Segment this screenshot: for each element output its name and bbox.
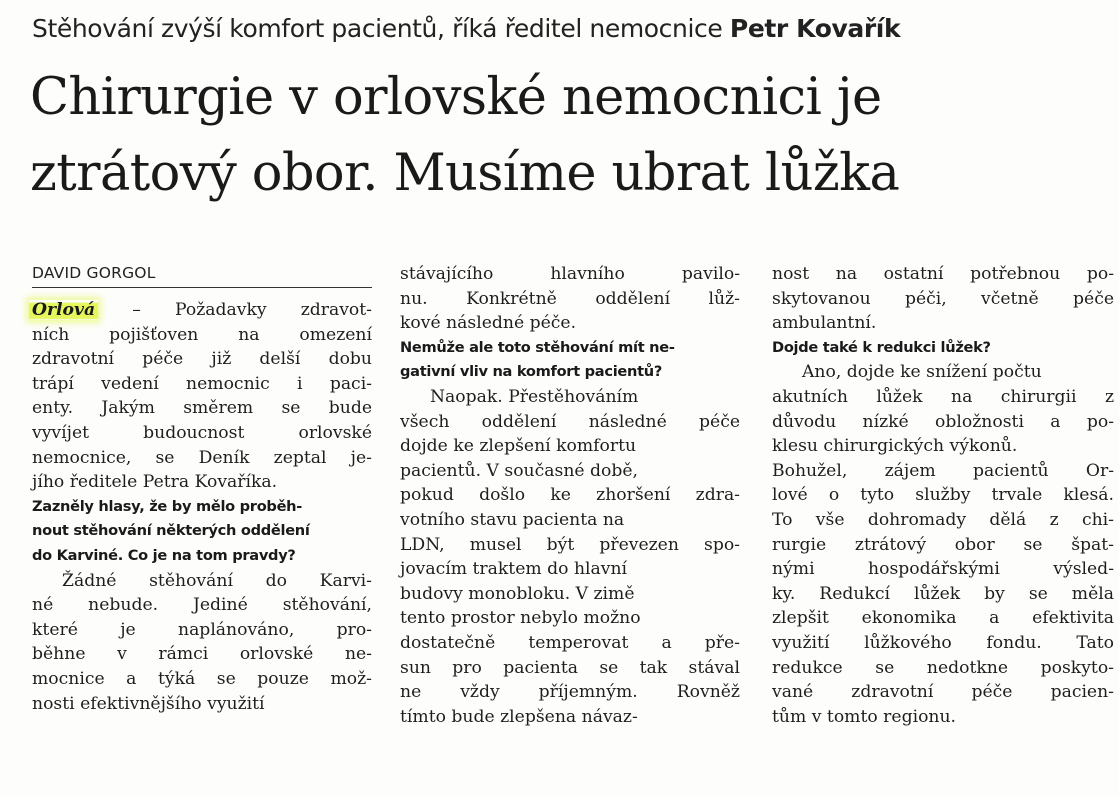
answer-line: nosti efektivnějšího využití [32, 693, 265, 714]
question-line: gativní vliv na komfort pacientů? [400, 363, 663, 381]
article-headline [30, 60, 1115, 212]
answer-line: důvodu nízké obložnosti a po- [772, 411, 1114, 432]
answer-line: sun pro pacienta se tak stával [400, 657, 740, 678]
answer-line: ne vždy příjemným. Rovněž [400, 682, 740, 703]
article-column-2 [400, 262, 740, 729]
answer-line: všech oddělení následné péče [400, 411, 740, 432]
answer-line: Naopak. Přestěhováním [430, 386, 639, 407]
article-column-3 [772, 262, 1114, 729]
answer-line: pokud došlo ke zhoršení zdra- [400, 485, 740, 506]
question-line: Dojde také k redukci lůžek? [772, 338, 991, 356]
answer-line: které je naplánováno, pro- [32, 619, 372, 640]
answer-line: vané zdravotní péče pacien- [772, 682, 1114, 703]
answer-line: dostatečně temperovat a pře- [400, 632, 740, 653]
headline-line-1: Chirurgie v orlovské nemocnici je [30, 68, 882, 127]
answer-line: budovy monobloku. V zimě [400, 583, 635, 604]
headline-line-2: ztrátový obor. Musíme ubrat lůžka [30, 144, 900, 203]
text-line: vyvíjet budoucnost orlovské [32, 422, 372, 443]
text-line: trápí vedení nemocnic i paci- [32, 373, 372, 394]
answer-line: běhne v rámci orlovské ne- [32, 644, 372, 665]
answer-line: Ano, dojde ke snížení počtu [802, 362, 1042, 383]
text-line: skytovanou péči, včetně péče [772, 288, 1114, 309]
answer-line: nými hospodářskými výsled- [772, 559, 1114, 580]
question-line: do Karviné. Co je na tom pravdy? [32, 546, 296, 564]
lead-first-text: – Požadavky zdravot- [98, 300, 372, 320]
text-line: jího ředitele Petra Kovaříka. [32, 472, 278, 493]
answer-line: pacientů. V současné době, [400, 460, 639, 481]
lead-line [32, 298, 372, 323]
question-line: Nemůže ale toto stěhování mít ne- [400, 338, 675, 356]
answer-line: jovacím traktem do hlavní [400, 559, 628, 580]
answer-line: To vše dohromady dělá z chi- [772, 509, 1114, 530]
text-line: nost na ostatní potřebnou po- [772, 264, 1114, 284]
answer-line: rurgie ztrátový obor se špat- [772, 534, 1114, 555]
article-column-1 [32, 262, 372, 716]
answer-line: tímto bude zlepšena návaz- [400, 706, 638, 727]
answer-line: zlepšit ekonomika a efektivita [772, 608, 1114, 629]
question-line: nout stěhování některých oddělení [32, 522, 310, 540]
answer-line: mocnice a týká se pouze mož- [32, 668, 372, 689]
text-line: ních pojišťoven na omezení [32, 324, 372, 345]
answer-line: votního stavu pacienta na [400, 509, 625, 530]
article-kicker [32, 14, 900, 43]
answer-line: Žádné stěhování do Karvi- [62, 570, 372, 591]
answer-line: ky. Redukcí lůžek by se měla [772, 583, 1114, 604]
dateline-place: Orlová [29, 300, 98, 320]
kicker-text: Stěhování zvýší komfort pacientů, říká ředitel nemocnice [32, 14, 723, 43]
kicker-name: Petr Kovařík [729, 14, 901, 43]
answer-line: redukce se nedotkne poskyto- [772, 657, 1114, 678]
byline: DAVID GORGOL [32, 262, 372, 288]
text-line: kové následné péče. [400, 313, 577, 334]
answer-line: využití lůžkového fondu. Tato [772, 632, 1114, 653]
answer-line: né nebude. Jediné stěhování, [32, 595, 372, 616]
answer-line: LDN, musel být převezen spo- [400, 534, 740, 555]
answer-line: lové o tyto služby trvale klesá. [772, 485, 1114, 506]
answer-line: dojde ke zlepšení komfortu [400, 436, 637, 457]
text-line: zdravotní péče již delší dobu [32, 349, 372, 370]
answer-line: tům v tomto regionu. [772, 706, 957, 727]
answer-line: klesu chirurgických výkonů. [772, 436, 1018, 457]
text-line: enty. Jakým směrem se bude [32, 398, 372, 419]
text-line: stávajícího hlavního pavilo- [400, 264, 740, 284]
answer-line: akutních lůžek na chirurgii z [772, 386, 1114, 407]
text-line: ambulantní. [772, 313, 877, 334]
answer-line: Bohužel, zájem pacientů Or- [772, 460, 1114, 481]
answer-line: tento prostor nebylo možno [400, 608, 641, 629]
text-line: nemocnice, se Deník zeptal je- [32, 447, 372, 468]
question-line: Zazněly hlasy, že by mělo proběh- [32, 497, 303, 515]
text-line: nu. Konkrétně oddělení lůž- [400, 288, 740, 309]
